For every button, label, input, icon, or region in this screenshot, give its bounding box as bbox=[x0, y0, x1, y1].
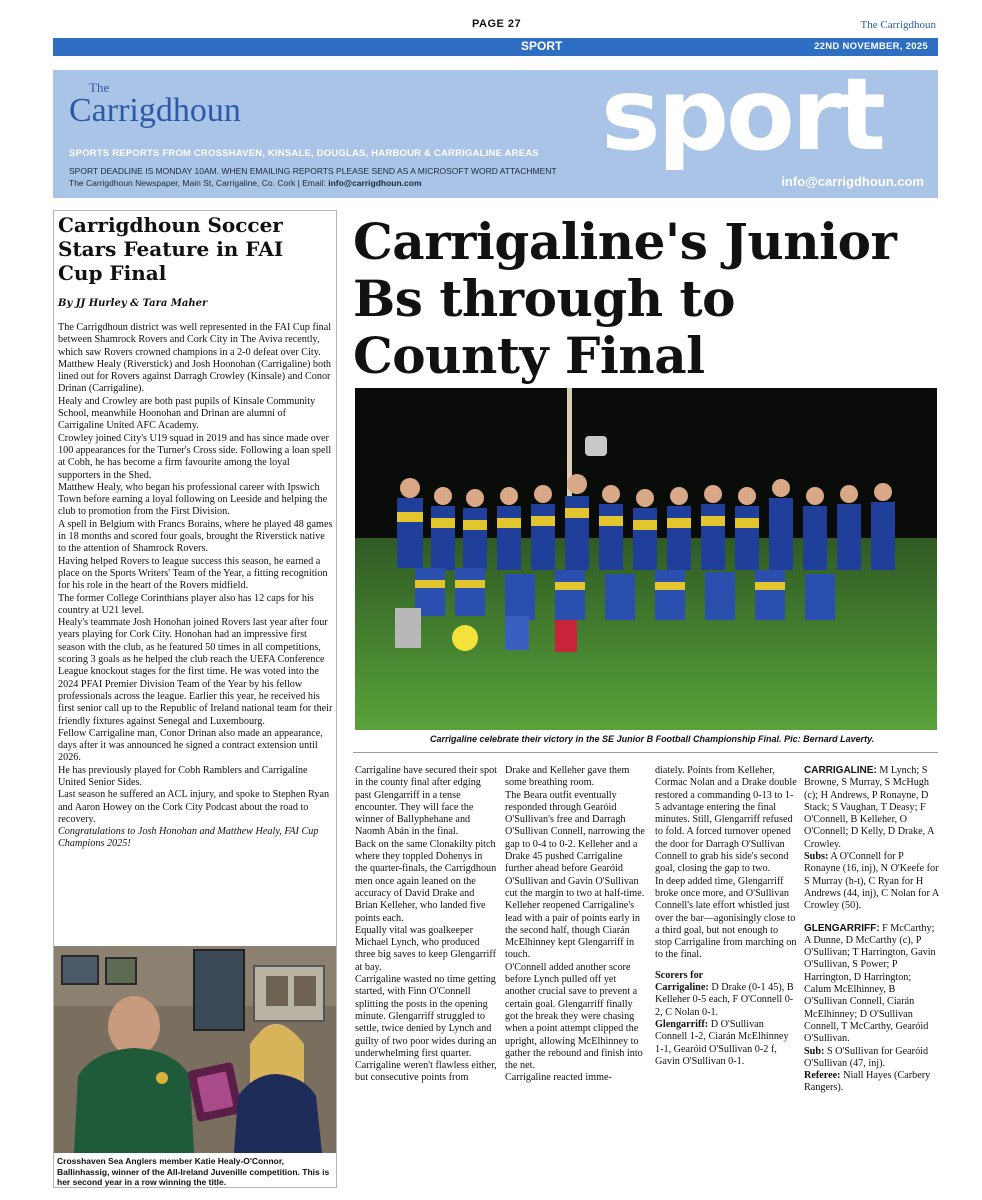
label: Glengarriff: bbox=[655, 1018, 709, 1030]
header-brand: The Carrigdhoun bbox=[860, 19, 936, 31]
masthead-address bbox=[69, 178, 422, 188]
paragraph bbox=[655, 970, 797, 982]
paragraph: In deep added time, Glengarriff broke once more, and O'Sullivan Connell's late effort whistled just over the bar—agonisingly close to a third goal, but not enough to stop Carrigaline from marching on to the final. bbox=[655, 875, 797, 961]
glengarriff-subs bbox=[804, 1046, 940, 1071]
article-column-4 bbox=[804, 765, 940, 1095]
carrigaline-subs bbox=[804, 851, 940, 912]
paragraph: Last season he suffered an ACL injury, and spoke to Stephen Ryan and Aaron Howey on the Cork City Podcast about the road to recovery. bbox=[58, 789, 330, 825]
paragraph: Matthew Healy, who began his professional career with Ipswich Town before earning a loyal following on Leeside and helping the club to promotion from the First Division. bbox=[58, 481, 328, 518]
paragraph: Healy and Crowley are both past pupils of Kinsale Community School, meanwhile Hoonohan and Drinan are alumni of Carrigaline United AFC Academy. bbox=[58, 395, 316, 432]
paragraph: Fellow Carrigaline man, Conor Drinan also made an appearance, days after it was announced he signed a contract extension until 2026. bbox=[58, 727, 323, 764]
team-photo-caption: Carrigaline celebrate their victory in the SE Junior B Football Championship Final. Pic: Bernard Laverty. bbox=[430, 734, 875, 744]
paragraph: Equally vital was goalkeeper Michael Lynch, who produced three big saves to keep Glengarriff at bay. bbox=[355, 924, 496, 973]
scorers-heading: Scorers for bbox=[655, 969, 704, 981]
label: Subs: bbox=[804, 851, 829, 863]
angler-photo bbox=[54, 946, 336, 1153]
paragraph: Carrigaline wasted no time getting started, with Finn O'Connell splitting the posts in the opening minute. Glengarriff struggled to settle, twice denied by Lynch and guilty of two poor wides during an underwhelming first quarter. Carrigaline weren't flawless either, but consecutive points from bbox=[355, 974, 497, 1084]
paragraph: Having helped Rovers to league success this season, he earned a place on the Sports Writers' Team of the Year, a fitting recognition for his role in the heart of the Rovers midfield. bbox=[58, 555, 328, 592]
article-column-1 bbox=[355, 765, 497, 1085]
masthead-deadline: SPORT DEADLINE IS MONDAY 10AM. WHEN EMAILING REPORTS PLEASE SEND AS A MICROSOFT WORD ATTACHMENT bbox=[69, 166, 557, 176]
left-article-body bbox=[58, 322, 334, 851]
paragraph: Carrigaline reacted imme- bbox=[505, 1072, 612, 1084]
value: S O'Sullivan for Gearóid O'Sullivan (47, inj). bbox=[804, 1045, 929, 1069]
team-photo bbox=[355, 388, 937, 730]
masthead-subtitle: SPORTS REPORTS FROM CROSSHAVEN, KINSALE, DOUGLAS, HARBOUR & CARRIGALINE AREAS bbox=[69, 148, 539, 159]
value: Niall Hayes (Carbery Rangers). bbox=[804, 1070, 931, 1094]
paragraph: diately. Points from Kelleher, Cormac Nolan and a Drake double restored a commanding 0-13 to 1-5 advantage entering the final minutes. Still, Glengarriff refused to fold. A forced turnover opened the door for Darragh O'Sullivan Connell to grab his side's second goal, closing the gap to two. bbox=[655, 765, 797, 875]
paragraph: A spell in Belgium with Francs Borains, where he played 48 games in 18 months and scored four goals, brought the Riverstick native to the attention of Shamrock Rovers. bbox=[58, 518, 333, 555]
paragraph: Healy's teammate Josh Honohan joined Rovers last year after four years playing for Cork City. Honohan had an impressive first season with the club, as he featured 50 times in all competitions, scoring 3 goals as he helped the club reach the UEFA Conference League knockout stages for the first time. He was voted into the 2024 PFAI Premier Division Team of the Year by his fellow professionals across the league. Earlier this year, he received his first senior call up to the Republic of Ireland national team for their friendly fixtures against Senegal and Luxembourg. bbox=[58, 617, 333, 727]
masthead-sport-word: sport bbox=[601, 70, 883, 173]
paragraph: Crowley joined City's U19 squad in 2019 and has since made over 100 appearances for the Turner's Cross side. Following a loan spell at Cobh, he has become a firm favourite among the loyal supporters in the Shed. bbox=[58, 432, 332, 481]
masthead-the: The bbox=[89, 80, 110, 95]
section-label: SPORT bbox=[521, 39, 563, 53]
section-band bbox=[53, 38, 938, 56]
paragraph: Kelleher reopened Carrigaline's lead with a pair of points early in the second half, though Ciarán McElhinney kept Glengarriff in touch. bbox=[505, 900, 640, 961]
paragraph: Matthew Healy (Riverstick) and Josh Hoonohan (Carrigaline) both lined out for Rovers against Darragh Crowley (Kinsale) and Conor Drinan (Carrigaline). bbox=[58, 358, 332, 395]
paragraph: The former College Corinthians player also has 12 caps for his country at U21 level. bbox=[58, 592, 314, 616]
sport-masthead bbox=[53, 70, 938, 198]
scorers-glengarriff bbox=[655, 1019, 797, 1068]
main-headline: Carrigaline's Junior Bs through to County Final bbox=[353, 212, 897, 385]
paragraph: He has previously played for Cobh Ramblers and Carrigaline United Senior Sides. bbox=[58, 764, 308, 788]
referee bbox=[804, 1070, 940, 1095]
scorers-carrigaline bbox=[655, 982, 797, 1019]
value: D Drake (0-1 45), B Kelleher 0-5 each, F O'Connell 0-2, C Nolan 0-1. bbox=[655, 982, 794, 1018]
page-number: PAGE 27 bbox=[472, 18, 522, 30]
divider bbox=[353, 752, 938, 753]
label: Carrigaline: bbox=[655, 982, 709, 994]
address-text: The Carrigdhoun Newspaper, Main St, Carrigaline, Co. Cork | Email: bbox=[69, 178, 326, 188]
angler-photo-illustration bbox=[54, 946, 336, 1153]
glengarriff-team bbox=[804, 923, 940, 1046]
angler-photo-caption: Crosshaven Sea Anglers member Katie Healy-O'Connor, Ballinhassig, winner of the All-Ireland Juvenille competition. This is her second year in a row winning the title. bbox=[57, 1156, 330, 1187]
left-article-headline: Carrigdhoun Soccer Stars Feature in FAI Cup Final bbox=[58, 213, 284, 285]
closing-line: Congratulations to Josh Honohan and Matthew Healy, FAI Cup Champions 2025! bbox=[58, 826, 319, 850]
address-email[interactable]: info@carrigdhoun.com bbox=[328, 178, 422, 188]
carrigaline-team bbox=[804, 765, 940, 851]
article-column-2 bbox=[505, 765, 647, 1085]
left-article-byline: By JJ Hurley & Tara Maher bbox=[58, 298, 208, 309]
label: Sub: bbox=[804, 1045, 825, 1057]
paragraph: O'Connell added another score before Lynch pulled off yet another crucial save to prevent a certain goal. Glengarriff finally got the break they were chasing when a point attempt clipped the upright, allowing McElhinney to gather the rebound and finish into the net. bbox=[505, 961, 643, 1072]
label: CARRIGALINE: bbox=[804, 765, 877, 776]
paragraph: Back on the same Clonakilty pitch where they toppled Dohenys in the quarter-finals, the Carrigdhoun men once again leaned on the accuracy of David Drake and Brian Kelleher, who landed five points each. bbox=[355, 838, 497, 924]
label: Referee: bbox=[804, 1070, 841, 1082]
masthead-email[interactable]: info@carrigdhoun.com bbox=[781, 174, 924, 189]
value: A O'Connell for P Ronayne (16, inj), N O'Keefe for S Murray (h-t), C Ryan for H Andrews (44, inj), C Nolan for A Crowley (50). bbox=[804, 851, 939, 912]
issue-date: 22ND NOVEMBER, 2025 bbox=[814, 41, 928, 52]
team-photo-illustration bbox=[355, 388, 937, 730]
article-column-3 bbox=[655, 765, 797, 1068]
paragraph: The Beara outfit eventually responded through Gearóid O'Sullivan's free and Darragh O'Sullivan Connell, narrowing the gap to 0-4 to 0-2. Kelleher and a Drake 45 pushed Carrigaline further ahead before Gearóid O'Sullivan and Gavin O'Sullivan cut the margin to two at half-time. bbox=[505, 789, 645, 899]
paragraph: Drake and Kelleher gave them some breathing room. bbox=[505, 765, 630, 789]
label: GLENGARRIFF: bbox=[804, 922, 880, 934]
value: D O'Sullivan Connell 1-2, Ciarán McElhinney 1-1, Gearóid O'Sullivan 0-2 f, Gavin O'Sullivan 0-1. bbox=[655, 1018, 789, 1067]
paragraph: Carrigaline have secured their spot in the county final after edging past Glengarriff in a tense encounter. They will face the winner of Ballyphehane and Naomh Abán in the final. bbox=[355, 765, 498, 838]
value: F McCarthy; A Dunne, D McCarthy (c), P O'Sullivan; T Harrington, Gavin O'Sullivan, S Power; P Harrington, D Harrington; Calum McElhinney, B O'Sullivan Connell, Ciarán McElhinney; D O'Sullivan Connell, T McCarthy, Gearóid O'Sullivan. bbox=[804, 922, 936, 1045]
paragraph: The Carrigdhoun district was well represented in the FAI Cup final between Shamrock Rovers and Cork City in The Aviva recently, which saw Rovers crowned champions in a 2-0 defeat over City. bbox=[58, 322, 332, 358]
masthead-logo: Carrigdhoun bbox=[69, 92, 241, 129]
value: M Lynch; S Browne, S Murray, S McHugh (c); H Andrews, P Ronayne, D Stack; S Vaughan, T Deasy; F O'Connell, B Kelleher, O O'Connell; D Kelly, D Drake, A Crowley. bbox=[804, 765, 934, 850]
page-header bbox=[0, 0, 982, 38]
